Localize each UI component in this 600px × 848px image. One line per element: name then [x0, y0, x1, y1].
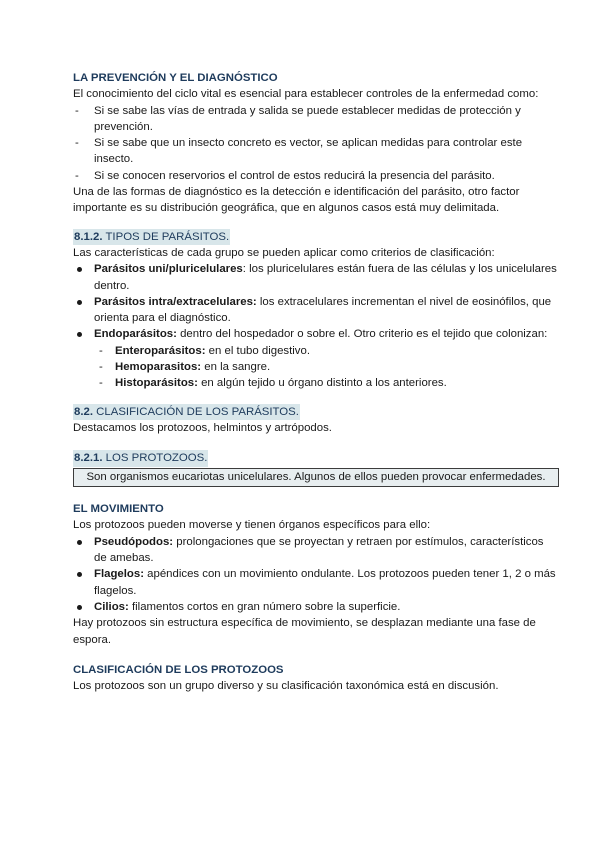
heading-prevencion: LA PREVENCIÓN Y EL DIAGNÓSTICO [73, 72, 278, 84]
paragraph-intro-ciclo: El conocimiento del ciclo vital es esencial para establecer controles de la enfermedad como: [73, 88, 539, 101]
dash-marker: - [99, 344, 103, 357]
dash-marker: - [75, 169, 79, 182]
paragraph-destacamos: Destacamos los protozoos, helmintos y artrópodos. [73, 421, 332, 434]
bullet-list-movimiento [73, 534, 559, 615]
paragraph-taxonomia: Los protozoos son un grupo diverso y su clasificación taxonómica está en discusión. [73, 680, 499, 693]
list-item: - Si se conocen reservorios el control de estos reducirá la presencia del parásito. [73, 168, 559, 184]
section-title-clasificacion-parasitos: 8.2. CLASIFICACIÓN DE LOS PARÁSITOS. [73, 404, 300, 420]
paragraph-moverse: Los protozoos pueden moverse y tienen órganos específicos para ello: [73, 519, 431, 532]
list-item: - Si se sabe que un insecto concreto es vector, se aplican medidas para controlar este insecto. [75, 137, 523, 166]
dash-marker: - [75, 104, 79, 117]
list-item: Flagelos: apéndices con un movimiento ondulante. Los protozoos pueden tener 1, 2 o más flagelos. [73, 566, 559, 599]
section-title-tipos-parasitos: 8.1.2. TIPOS DE PARÁSITOS. [73, 229, 230, 245]
list-item: Cilios: filamentos cortos en gran número sobre la superficie. [73, 599, 559, 615]
bullet-icon [77, 300, 82, 305]
dash-list-endoparasitos [73, 343, 559, 392]
list-item: Parásitos uni/pluricelulares: los pluricelulares están fuera de las células y los unicelulares dentro. [73, 261, 559, 294]
heading-movimiento: EL MOVIMIENTO [73, 503, 164, 516]
definition-callout: Son organismos eucariotas unicelulares. Algunos de ellos pueden provocar enfermedades. [73, 468, 559, 488]
list-item: - Hemoparasitos: en la sangre. [73, 359, 559, 375]
list-item: Pseudópodos: prolongaciones que se proyectan y retraen por estímulos, característicos de amebas. [73, 534, 559, 567]
list-item: - Si se sabe las vías de entrada y salida se puede establecer medidas de protección y prevención. [75, 104, 521, 133]
paragraph-criterios: Las características de cada grupo se pueden aplicar como criterios de clasificación: [73, 246, 495, 259]
list-item: - Histoparásitos: en algún tejido u órgano distinto a los anteriores. [73, 375, 559, 391]
bullet-icon [77, 332, 82, 337]
list-item: Parásitos intra/extracelulares: los extracelulares incrementan el nivel de eosinófilos, que orienta para el diagnóstico. [73, 294, 559, 327]
dash-marker: - [99, 377, 103, 390]
section-title-protozoos: 8.2.1. LOS PROTOZOOS. [73, 450, 208, 466]
list-item: - Enteroparásitos: en el tubo digestivo. [73, 343, 559, 359]
bullet-icon [77, 605, 82, 610]
paragraph-diagnostico: Una de las formas de diagnóstico es la detección e identificación del parásito, otro factor importante es su distribución geográfica, que en algunos casos está muy delimitada. [73, 186, 520, 215]
document-page [73, 70, 559, 694]
bullet-icon [77, 572, 82, 577]
paragraph-espora: Hay protozoos sin estructura específica de movimiento, se desplazan mediante una fase de espora. [73, 617, 536, 646]
bullet-icon [77, 540, 82, 545]
bullet-icon [77, 267, 82, 272]
heading-clasificacion-protozoos: CLASIFICACIÓN DE LOS PROTOZOOS [73, 663, 284, 676]
list-item: Endoparásitos: dentro del hospedador o sobre el. Otro criterio es el tejido que colonizan: [73, 326, 559, 342]
dash-marker: - [75, 137, 79, 150]
dash-list-prevencion [73, 103, 559, 184]
dash-marker: - [99, 361, 103, 374]
bullet-list-tipos [73, 261, 559, 342]
